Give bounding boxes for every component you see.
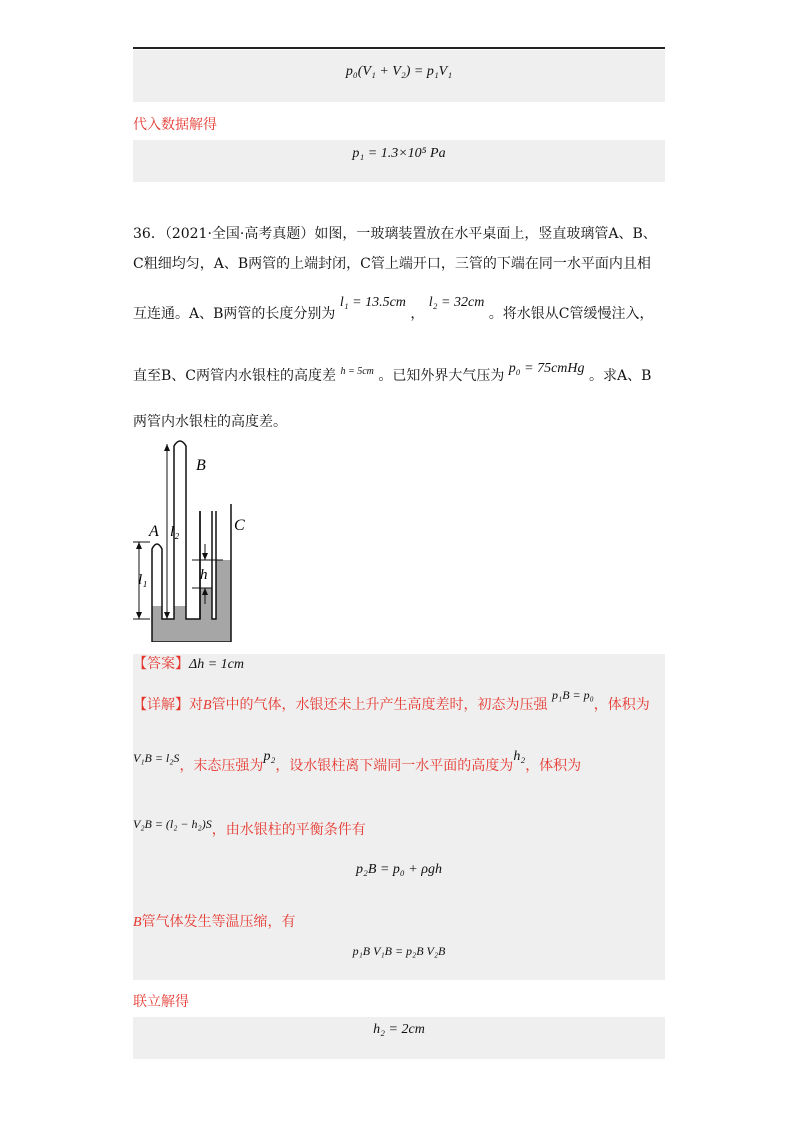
label-l2: l₂ [170, 524, 180, 540]
answer-tag: 【答案】 [133, 656, 189, 672]
detail-line [133, 914, 296, 932]
text: ，由水银柱的平衡条件有 [211, 822, 366, 838]
math-V1B: V₁B = l₂S [133, 751, 180, 765]
equation-isothermal: p₁B V₁B = p₂B V₂B [352, 944, 446, 958]
text: 。求A、B [588, 368, 652, 384]
solve-label: 代入数据解得 [133, 117, 217, 133]
answer-line [133, 656, 244, 674]
text: 。已知外界大气压为 [378, 368, 505, 384]
top-rule [133, 47, 665, 49]
equation-final: h₂ = 2cm [373, 1022, 425, 1037]
text: ，体积为 [593, 697, 650, 713]
label-a: A [149, 523, 159, 540]
text: 管中的气体，水银还未上升产生高度差时，初态为压强 [211, 697, 548, 713]
equation: p₀(V₁ + V₂) = p₁V₁ [345, 64, 453, 79]
detail-line [133, 749, 582, 776]
equation-balance: p₂B = p₀ + ρgh [356, 862, 442, 877]
detail-line [133, 817, 366, 839]
mercury-fill [152, 560, 231, 642]
label-c: C [234, 517, 245, 534]
problem-line [133, 361, 652, 386]
problem-line: 36．（2021·全国·高考真题）如图，一玻璃装置放在水平桌面上，竖直玻璃管A、B、 [133, 226, 657, 242]
equation: p₁ = 1.3×10⁵ Pa [352, 146, 446, 161]
math-p0: p₀ = 75cmHg [508, 361, 585, 376]
math-h: h = 5cm [340, 366, 374, 377]
problem-line [133, 295, 654, 324]
text: 管气体发生等温压缩，有 [141, 914, 296, 930]
answer-value: Δh = 1cm [189, 657, 244, 672]
detail-line [133, 688, 650, 715]
detail-tag: 【详解】 [133, 697, 189, 713]
math-l2: l₂ = 32cm [428, 295, 485, 310]
label-b: B [196, 457, 206, 474]
math-p2: p₂ [263, 749, 276, 764]
text: ，设水银柱离下端同一水平面的高度为 [275, 758, 514, 774]
math-V2B: V₂B = (l₂ − h₂)S [133, 817, 212, 831]
math-h2: h₂ [513, 749, 526, 764]
label-h: h [200, 567, 208, 583]
label-l1: l₁ [138, 572, 148, 588]
text: 直至B、C两管内水银柱的高度差 [133, 368, 336, 384]
text: ，体积为 [525, 758, 582, 774]
text: 对 [189, 697, 203, 713]
text: 互连通。A、B两管的长度分别为 [133, 306, 336, 322]
math-l1: l₁ = 13.5cm [339, 295, 406, 310]
mercury-fill [152, 606, 162, 642]
problem-line: C粗细均匀，A、B两管的上端封闭，C管上端开口，三管的下端在同一水平面内且相 [133, 256, 651, 272]
math-p1B: p₁B = p₀ [552, 688, 594, 702]
text: B [203, 698, 212, 713]
tube-figure [128, 436, 268, 642]
text: ， [410, 306, 425, 322]
joint-label: 联立解得 [133, 994, 189, 1010]
problem-line: 两管内水银柱的高度差。 [133, 414, 287, 430]
text: ，末态压强为 [179, 758, 264, 774]
text: B [133, 915, 142, 930]
text: 。将水银从C管缓慢注入， [488, 306, 654, 322]
